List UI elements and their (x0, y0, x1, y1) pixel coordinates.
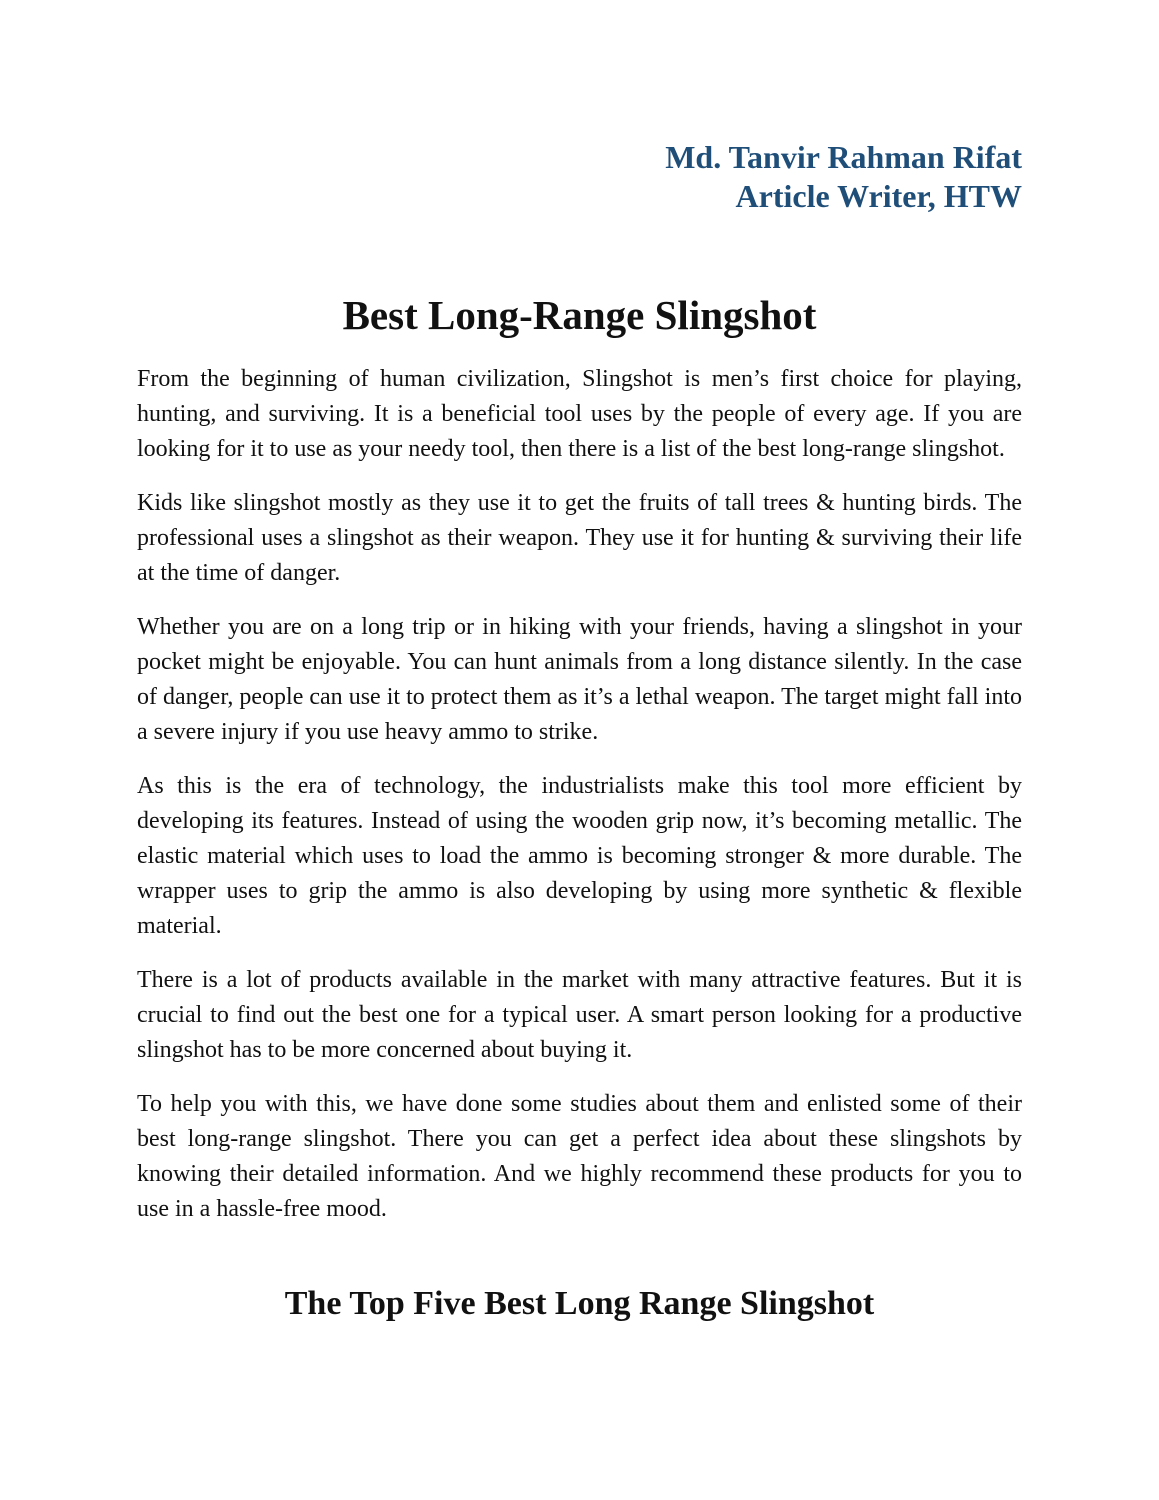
paragraph: From the beginning of human civilization, Slingshot is men’s first choice for playing, hunting, and surviving. It is a beneficial tool uses by the people of every age. If you are looking for it to use as your needy tool, then there is a list of the best long-range slingshot. (137, 366, 1022, 462)
author-name: Md. Tanvir Rahman Rifat (665, 139, 1022, 175)
paragraph: To help you with this, we have done some studies about them and enlisted some of their best long-range slingshot. There you can get a perfect idea about these slingshots by knowing their detailed information. And we highly recommend these products for you to use in a hassle-free mood. (137, 1091, 1022, 1222)
article-body (137, 362, 1022, 1246)
paragraph: As this is the era of technology, the industrialists make this tool more efficient by developing its features. Instead of using the wooden grip now, it’s becoming metallic. The elastic material which uses to load the ammo is becoming stronger & more durable. The wrapper uses to grip the ammo is also developing by using more synthetic & flexible material. (137, 773, 1022, 939)
paragraph: There is a lot of products available in the market with many attractive features. But it is crucial to find out the best one for a typical user. A smart person looking for a productive slingshot has to be more concerned about buying it. (137, 967, 1022, 1063)
paragraph: Kids like slingshot mostly as they use it to get the fruits of tall trees & hunting birds. The professional uses a slingshot as their weapon. They use it for hunting & surviving their life at the time of danger. (137, 490, 1022, 586)
section-heading: The Top Five Best Long Range Slingshot (284, 1285, 875, 1322)
paragraph: Whether you are on a long trip or in hiking with your friends, having a slingshot in your pocket might be enjoyable. You can hunt animals from a long distance silently. In the case of danger, people can use it to protect them as it’s a lethal weapon. The target might fall into a severe injury if you use heavy ammo to strike. (137, 614, 1022, 745)
article-title: Best Long-Range Slingshot (342, 292, 817, 338)
author-block (665, 138, 1022, 216)
author-role: Article Writer, HTW (735, 178, 1022, 214)
